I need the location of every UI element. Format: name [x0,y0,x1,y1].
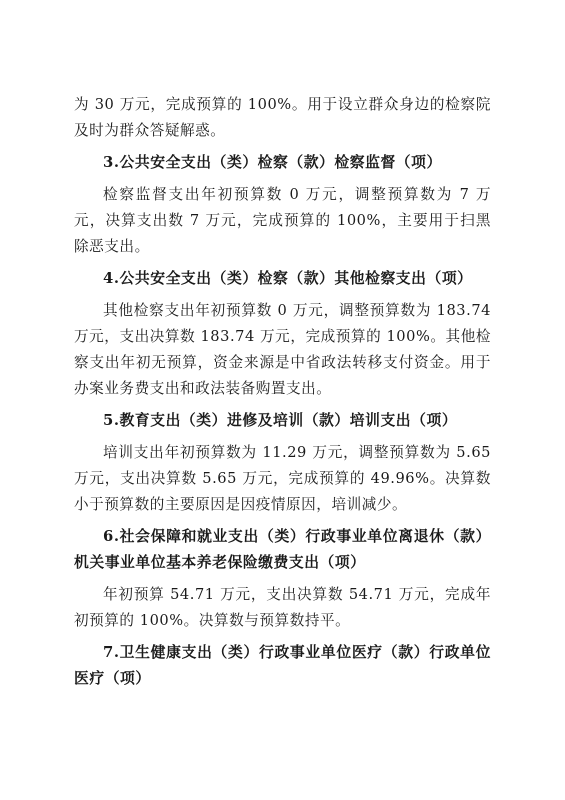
paragraph-training-expenses: 培训支出年初预算数为 11.29 万元，调整预算数为 5.65 万元，支出决算数 5.65 万元，完成预算的 49.96%。决算数小于预算数的主要原因是因疫情原因，培训减少。 [74,444,491,513]
section-heading-5: 5.教育支出（类）进修及培训（款）培训支出（项） [103,412,458,429]
section-heading-6: 6.社会保障和就业支出（类）行政事业单位离退休（款）机关事业单位基本养老保险缴费支出（项） [74,528,491,571]
section-heading-7: 7.卫生健康支出（类）行政事业单位医疗（款）行政单位医疗（项） [74,644,491,687]
paragraph-continuation: 为 30 万元，完成预算的 100%。用于设立群众身边的检察院及时为群众答疑解惑。 [74,96,491,139]
paragraph-pension-insurance: 年初预算 54.71 万元，支出决算数 54.71 万元，完成年初预算的 100%。决算数与预算数持平。 [74,586,491,629]
section-heading-4: 4.公共安全支出（类）检察（款）其他检察支出（项） [103,270,473,287]
section-heading-3: 3.公共安全支出（类）检察（款）检察监督（项） [103,154,442,171]
paragraph-other-procuratorial-expenses: 其他检察支出年初预算数 0 万元，调整预算数为 183.74 万元，支出决算数 183.74 万元，完成预算的 100%。其他检察支出年初无预算，资金来源是中省政法转移支付资金。用于办案业务费支出和政法装备购置支出。 [74,302,491,397]
paragraph-procuratorial-supervision: 检察监督支出年初预算数 0 万元，调整预算数为 7 万元，决算支出数 7 万元，完成预算的 100%，主要用于扫黑除恶支出。 [74,186,491,255]
